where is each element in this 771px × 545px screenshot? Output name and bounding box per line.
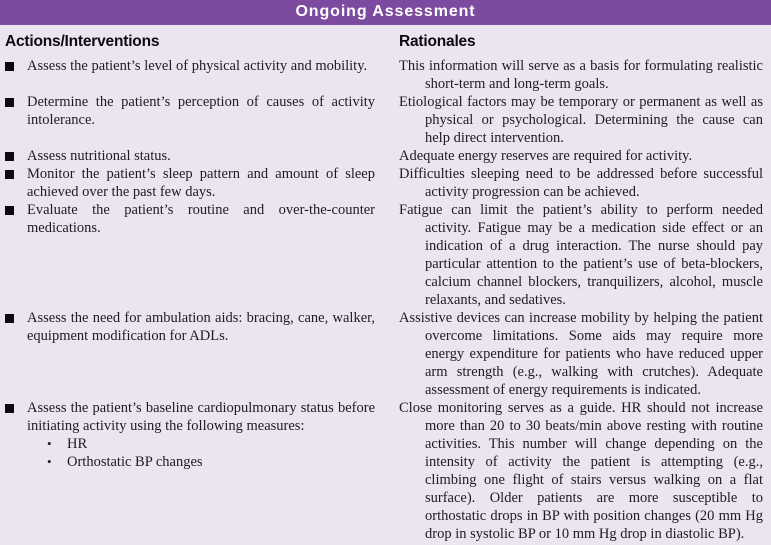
action-cell: [0, 201, 399, 237]
rationale-text: Assistive devices can increase mobility by helping the patient overcome limitations. Some aids may require more energy expenditure for patients who have reduced upper arm strength (e.g., walking with crutches). Adequate assessment of energy requirements is indicated.: [399, 310, 763, 398]
table-row: [0, 165, 771, 201]
column-headers: [0, 33, 771, 51]
table-row: [0, 201, 771, 309]
action-text: Monitor the patient’s sleep pattern and amount of sleep achieved over the past few days.: [27, 166, 375, 200]
table-row: [0, 147, 771, 165]
action-cell: [0, 147, 399, 165]
square-bullet-icon: [5, 170, 14, 179]
action-cell: [0, 165, 399, 201]
actions-column-header: Actions/Interventions: [5, 33, 160, 50]
square-bullet-icon: [5, 404, 14, 413]
rationale-cell: [399, 201, 771, 309]
rationale-text: Etiological factors may be temporary or permanent as well as physical or psychological. Determining the cause can help direct intervention.: [399, 94, 763, 146]
action-cell: [0, 309, 399, 345]
square-bullet-icon: [5, 152, 14, 161]
dot-bullet-icon: •: [47, 454, 52, 469]
table-title-bar: [0, 0, 771, 25]
action-cell: [0, 57, 399, 75]
action-text: Evaluate the patient’s routine and over-the-counter medications.: [27, 202, 375, 236]
sub-bullet-item: [47, 453, 375, 471]
rationale-cell: [399, 57, 771, 93]
rationale-cell: [399, 93, 771, 147]
sub-bullet-item: [47, 435, 375, 453]
rationale-text: Close monitoring serves as a guide. HR should not increase more than 20 to 30 beats/min above resting with routine activities. This number will change depending on the intensity of activity the patient is attempting (e.g., climbing one flight of stairs versus walking on a flat surface). Older patients are more susceptible to orthostatic drops in BP with position changes (20 mm Hg drop in systolic BP or 10 mm Hg drop in diastolic BP).: [399, 400, 763, 542]
rationale-text: Fatigue can limit the patient’s ability to perform needed activity. Fatigue may be a medication side effect or an indication of a drug interaction. The nurse should pay particular attention to the patient’s use of beta-blockers, calcium channel blockers, tranquilizers, alcohol, muscle relaxants, and sedatives.: [399, 202, 763, 308]
action-text: Assess the patient’s baseline cardiopulmonary status before initiating activity using the following measures:: [27, 400, 375, 434]
page-title: Ongoing Assessment: [295, 3, 476, 20]
action-cell: [0, 93, 399, 129]
dot-bullet-icon: •: [47, 436, 52, 451]
action-text: Assess the need for ambulation aids: bracing, cane, walker, equipment modification for ADLs.: [27, 310, 375, 344]
square-bullet-icon: [5, 62, 14, 71]
action-text: Determine the patient’s perception of causes of activity intolerance.: [27, 94, 375, 128]
assessment-table: [0, 57, 771, 543]
action-text: Assess nutritional status.: [27, 148, 171, 164]
square-bullet-icon: [5, 98, 14, 107]
table-row: [0, 309, 771, 399]
rationales-column-header: Rationales: [399, 33, 476, 50]
sub-bullet-list: [47, 435, 375, 471]
rationale-cell: [399, 147, 771, 165]
action-text: Assess the patient’s level of physical activity and mobility.: [27, 58, 368, 74]
table-row: [0, 93, 771, 147]
rationale-text: Difficulties sleeping need to be addressed before successful activity progression can be achieved.: [399, 166, 763, 200]
rationale-cell: [399, 309, 771, 399]
sub-bullet-text: Orthostatic BP changes: [67, 454, 203, 470]
action-cell: [0, 399, 399, 471]
rationale-text: This information will serve as a basis for formulating realistic short-term and long-term goals.: [399, 58, 763, 92]
square-bullet-icon: [5, 314, 14, 323]
rationale-text: Adequate energy reserves are required for activity.: [399, 148, 693, 164]
table-row: [0, 399, 771, 543]
sub-bullet-text: HR: [67, 436, 88, 452]
square-bullet-icon: [5, 206, 14, 215]
rationale-cell: [399, 399, 771, 543]
rationale-cell: [399, 165, 771, 201]
table-row: [0, 57, 771, 93]
